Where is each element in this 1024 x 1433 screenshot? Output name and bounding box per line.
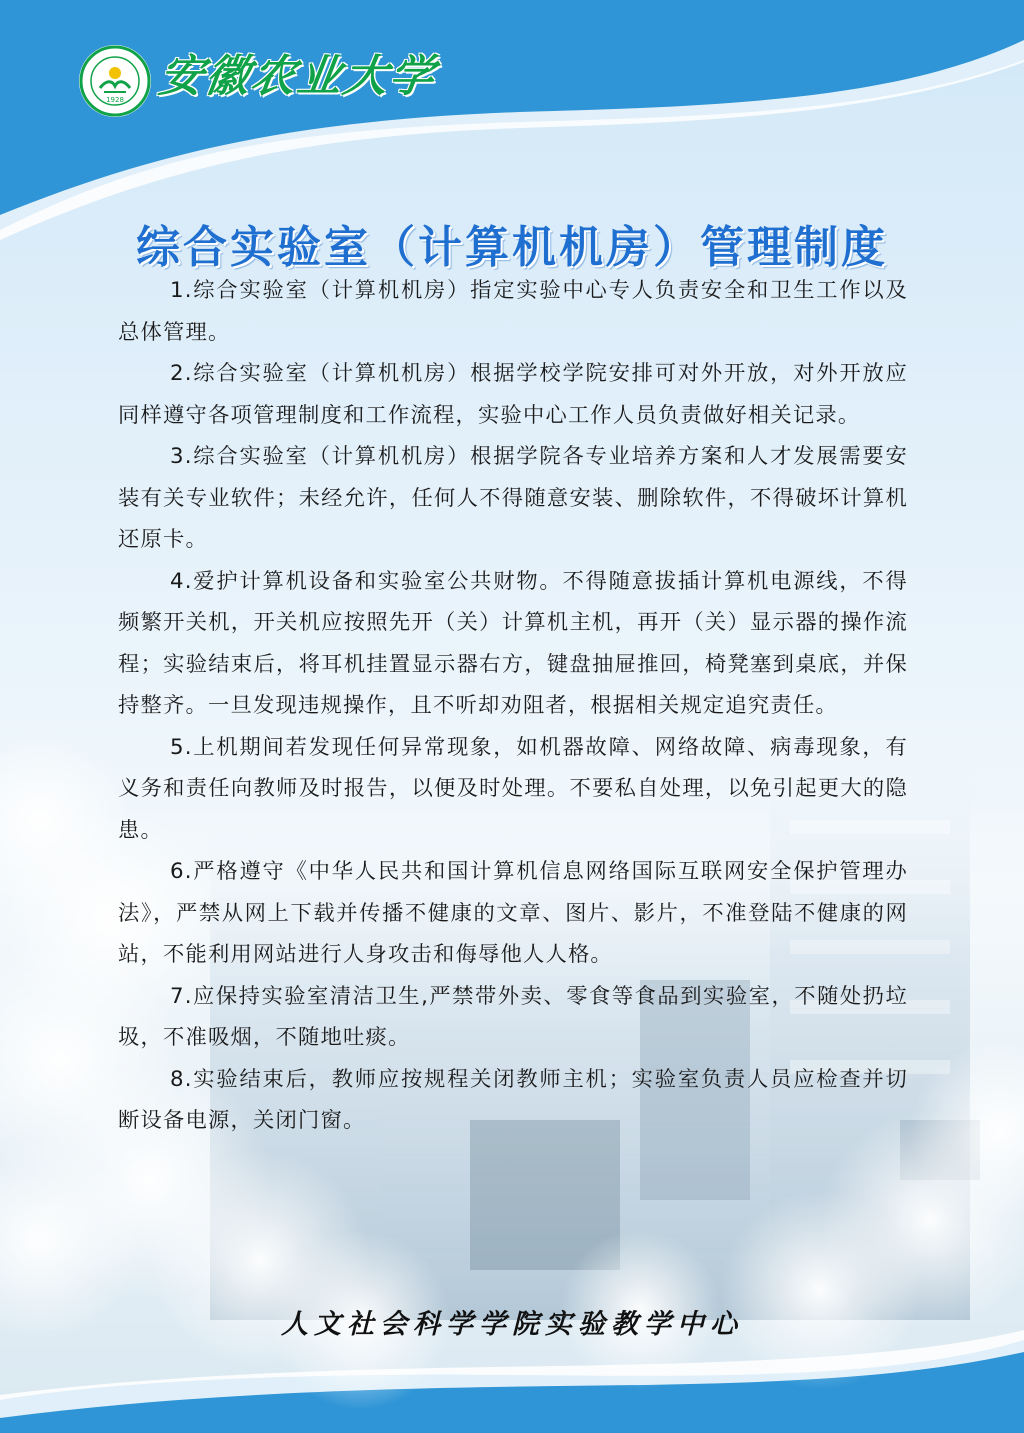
university-name-logotype: 安徽农业大学 bbox=[155, 51, 439, 102]
university-seal-logo bbox=[78, 44, 152, 118]
rule-item: 6.严格遵守《中华人民共和国计算机信息网络国际互联网安全保护管理办法》，严禁从网上下载并传播不健康的文章、图片、影片，不准登陆不健康的网站，不能利用网站进行人身攻击和侮辱他人人格。 bbox=[118, 859, 908, 967]
seal-year: 1928 bbox=[106, 96, 124, 104]
rule-item: 1.综合实验室（计算机机房）指定实验中心专人负责安全和卫生工作以及总体管理。 bbox=[118, 278, 908, 345]
page-title: 综合实验室（计算机机房）管理制度 bbox=[136, 222, 888, 274]
rule-item: 4.爱护计算机设备和实验室公共财物。不得随意拔插计算机电源线，不得频繁开关机，开关机应按照先开（关）计算机主机，再开（关）显示器的操作流程；实验结束后，将耳机挂置显示器右方，键盘抽屉推回，椅凳塞到桌底，并保持整齐。一旦发现违规操作，且不听却劝阻者，根据相关规定追究责任。 bbox=[118, 568, 908, 718]
rules-list bbox=[118, 270, 908, 1142]
rule-item: 8.实验结束后，教师应按规程关闭教师主机；实验室负责人员应检查并切断设备电源，关闭门窗。 bbox=[118, 1066, 908, 1133]
rule-item: 7.应保持实验室清洁卫生,严禁带外卖、零食等食品到实验室，不随处扔垃圾，不准吸烟，不随地吐痰。 bbox=[118, 983, 908, 1050]
rule-item: 3.综合实验室（计算机机房）根据学院各专业培养方案和人才发展需要安装有关专业软件；未经允许，任何人不得随意安装、删除软件，不得破坏计算机还原卡。 bbox=[118, 444, 908, 552]
rule-item: 2.综合实验室（计算机机房）根据学校学院安排可对外开放，对外开放应同样遵守各项管理制度和工作流程，实验中心工作人员负责做好相关记录。 bbox=[118, 361, 908, 428]
rule-item: 5.上机期间若发现任何异常现象，如机器故障、网络故障、病毒现象，有义务和责任向教师及时报告，以便及时处理。不要私自处理，以免引起更大的隐患。 bbox=[118, 734, 908, 843]
footer-department: 人文社会科学学院实验教学中心 bbox=[281, 1309, 743, 1340]
